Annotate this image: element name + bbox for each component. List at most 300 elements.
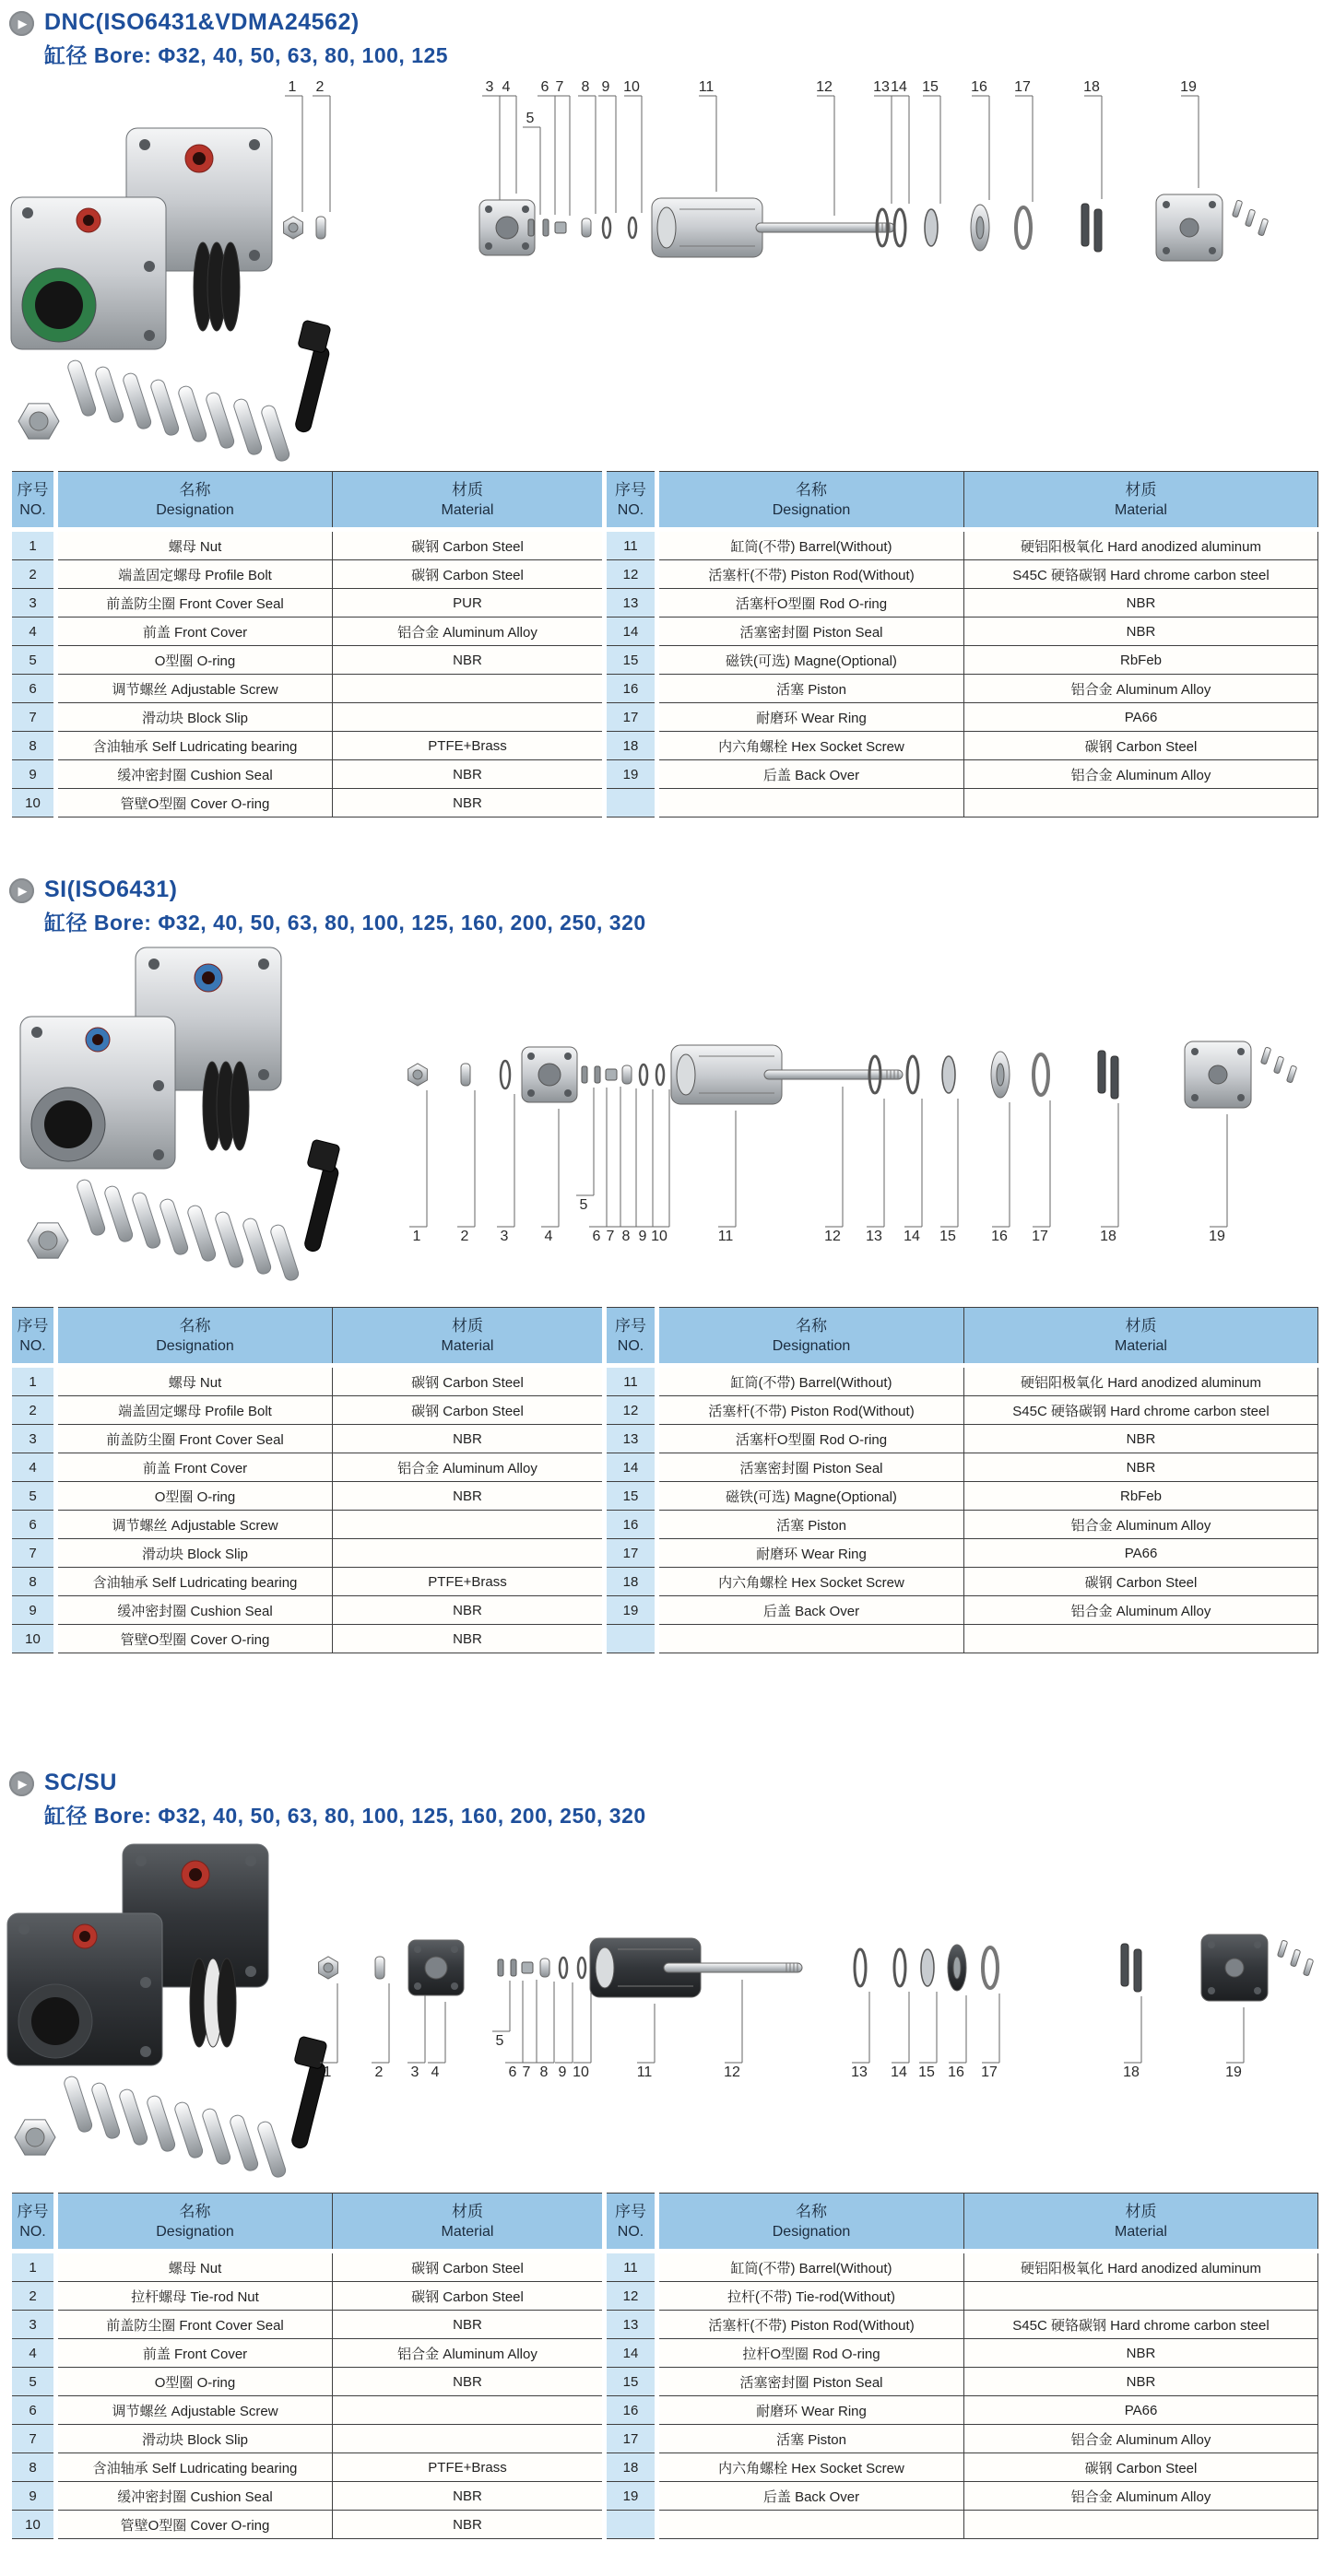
- product-section-si: [0, 867, 1323, 1653]
- cell-no: 7: [10, 703, 56, 732]
- table-row: [10, 2453, 1318, 2482]
- callout-8: [578, 79, 596, 214]
- cell-text: 活塞密封圈 Piston Seal: [657, 618, 964, 646]
- callout-6: [589, 1088, 607, 1244]
- callout-number: 10: [623, 79, 640, 95]
- cell-text: NBR: [333, 760, 605, 789]
- column-header-cn: 名称: [179, 1316, 211, 1335]
- cell-no: 9: [10, 760, 56, 789]
- part-glyph-19: [1156, 194, 1269, 261]
- cell-no: 19: [605, 1596, 657, 1625]
- column-header-no: [605, 2194, 657, 2252]
- cell-text: 铝合金 Aluminum Alloy: [964, 1511, 1318, 1539]
- part-glyph-16: [971, 205, 989, 251]
- callout-2: [313, 79, 330, 212]
- callout-4: [428, 2002, 445, 2080]
- callout-number: 7: [555, 79, 564, 95]
- cell-text: 拉杆螺母 Tie-rod Nut: [56, 2282, 333, 2311]
- table-head: [10, 1308, 1318, 1366]
- cell-text: [333, 703, 605, 732]
- cell-text: NBR: [964, 2368, 1318, 2396]
- cell-text: 前盖防尘圈 Front Cover Seal: [56, 2311, 333, 2339]
- table-row: [10, 1453, 1318, 1482]
- callout-number: 6: [540, 79, 549, 95]
- cell-text: O型圈 O-ring: [56, 1482, 333, 1511]
- column-header-cn: 材质: [1125, 1316, 1157, 1335]
- callout-2: [457, 1090, 475, 1244]
- column-header-cn: 序号: [17, 2202, 49, 2220]
- cell-text: 活塞杆O型圈 Rod O-ring: [657, 1425, 964, 1453]
- callout-number: 18: [1123, 2064, 1140, 2080]
- cell-no: 8: [10, 1568, 56, 1596]
- parts-table: [7, 2193, 1318, 2539]
- callout-10: [623, 79, 642, 213]
- callout-9: [635, 1089, 653, 1244]
- cell-text: NBR: [964, 2339, 1318, 2368]
- table-row: [10, 760, 1318, 789]
- cell-text: RbFeb: [964, 646, 1318, 675]
- cell-text: 碳钢 Carbon Steel: [333, 560, 605, 589]
- cell-text: S45C 硬铬碳钢 Hard chrome carbon steel: [964, 2311, 1318, 2339]
- table-row: [10, 1539, 1318, 1568]
- table-row: [10, 2339, 1318, 2368]
- column-header-desig: [56, 1308, 333, 1366]
- callout-number: 18: [1083, 79, 1100, 95]
- part-glyph-8: [540, 1958, 549, 1977]
- callout-14: [891, 79, 909, 204]
- column-header-en: Designation: [156, 2223, 234, 2240]
- cell-text: NBR: [333, 646, 605, 675]
- callout-15: [918, 1992, 937, 2080]
- section-title: DNC(ISO6431&VDMA24562): [44, 9, 360, 35]
- cell-text: 硬铝阳极氧化 Hard anodized aluminum: [964, 2252, 1318, 2282]
- section-title: SI(ISO6431): [44, 876, 178, 902]
- cell-text: 端盖固定螺母 Profile Bolt: [56, 1396, 333, 1425]
- table-header-row: [10, 472, 1318, 530]
- product-section-scsu: [0, 1760, 1323, 2539]
- callout-number: 16: [948, 2064, 964, 2080]
- table-row: [10, 2482, 1318, 2511]
- column-header-en: NO.: [617, 1337, 644, 1354]
- cell-text: [964, 2511, 1318, 2539]
- cell-text: 活塞密封圈 Piston Seal: [657, 2368, 964, 2396]
- callout-number: 10: [573, 2064, 589, 2080]
- part-glyph-6: [595, 1066, 600, 1083]
- cell-text: 活塞杆O型圈 Rod O-ring: [657, 589, 964, 618]
- callout-17: [1014, 79, 1033, 202]
- column-header-desig: [657, 1308, 964, 1366]
- cell-text: RbFeb: [964, 1482, 1318, 1511]
- cell-text: 前盖 Front Cover: [56, 2339, 333, 2368]
- callout-number: 1: [323, 2064, 332, 2080]
- part-glyph-5: [498, 1959, 503, 1976]
- callout-number: 8: [581, 79, 590, 95]
- cell-text: 缸筒(不带) Barrel(Without): [657, 530, 964, 560]
- callout-number: 19: [1180, 79, 1197, 95]
- column-header-desig: [657, 472, 964, 530]
- column-header-cn: 序号: [17, 1316, 49, 1335]
- cell-text: 拉杆O型圈 Rod O-ring: [657, 2339, 964, 2368]
- cell-text: 耐磨环 Wear Ring: [657, 1539, 964, 1568]
- callout-number: 14: [904, 1229, 920, 1244]
- cell-text: 铝合金 Aluminum Alloy: [333, 618, 605, 646]
- cell-text: PTFE+Brass: [333, 732, 605, 760]
- callout-number: 17: [1014, 79, 1031, 95]
- table-row: [10, 2396, 1318, 2425]
- column-header-cn: 名称: [796, 2202, 827, 2220]
- column-header-mat: [333, 2194, 605, 2252]
- cell-text: [333, 2396, 605, 2425]
- part-glyph-4: [408, 1940, 464, 1995]
- cell-text: [964, 789, 1318, 817]
- column-header-no: [10, 2194, 56, 2252]
- cell-no: 1: [10, 530, 56, 560]
- cell-text: 后盖 Back Over: [657, 760, 964, 789]
- table-row: [10, 646, 1318, 675]
- cell-text: NBR: [333, 1596, 605, 1625]
- callout-7: [603, 1087, 620, 1244]
- table-row: [10, 618, 1318, 646]
- parts-table: [7, 1307, 1318, 1653]
- play-bullet-icon: [9, 1771, 34, 1796]
- cell-text: PTFE+Brass: [333, 2453, 605, 2482]
- callout-number: 12: [724, 2064, 740, 2080]
- column-header-en: Material: [441, 1337, 494, 1354]
- callout-19: [1225, 2007, 1244, 2080]
- cell-text: 活塞 Piston: [657, 1511, 964, 1539]
- column-header-en: NO.: [617, 501, 644, 518]
- part-glyph-14: [894, 209, 905, 246]
- product-section-dnc: [0, 0, 1323, 817]
- callout-4: [541, 1109, 559, 1244]
- cell-no: 10: [10, 2511, 56, 2539]
- cell-text: 滑动块 Block Slip: [56, 703, 333, 732]
- cell-text: 调节螺丝 Adjustable Screw: [56, 675, 333, 703]
- cell-text: 螺母 Nut: [56, 2252, 333, 2282]
- cell-text: 含油轴承 Self Ludricating bearing: [56, 2453, 333, 2482]
- callout-14: [891, 1992, 909, 2080]
- cell-text: NBR: [333, 2511, 605, 2539]
- cell-text: [333, 2425, 605, 2453]
- cell-text: 碳钢 Carbon Steel: [964, 2453, 1318, 2482]
- table-row: [10, 1511, 1318, 1539]
- cell-text: 磁铁(可选) Magne(Optional): [657, 646, 964, 675]
- table-row: [10, 589, 1318, 618]
- table-row: [10, 2368, 1318, 2396]
- callout-number: 15: [939, 1229, 956, 1244]
- callout-number: 18: [1100, 1229, 1116, 1244]
- callout-8: [619, 1088, 636, 1244]
- cell-text: 活塞 Piston: [657, 2425, 964, 2453]
- callout-number: 13: [873, 79, 890, 95]
- callout-8: [537, 1982, 554, 2080]
- cell-no: 14: [605, 1453, 657, 1482]
- part-glyph-7: [522, 1962, 533, 1973]
- part-glyph-11: [652, 198, 762, 257]
- callout-1: [409, 1090, 427, 1244]
- column-header-cn: 材质: [1125, 480, 1157, 499]
- part-glyph-18: [1121, 1944, 1141, 1992]
- callout-number: 9: [558, 2064, 567, 2080]
- table-header-row: [10, 2194, 1318, 2252]
- play-bullet-icon: [9, 11, 34, 36]
- column-header-en: Material: [441, 2223, 494, 2240]
- table-row: [10, 1625, 1318, 1653]
- product-photo: [7, 1844, 327, 2179]
- cell-text: [964, 2282, 1318, 2311]
- cell-text: 碳钢 Carbon Steel: [964, 1568, 1318, 1596]
- callout-19: [1180, 79, 1199, 188]
- table-row: [10, 2425, 1318, 2453]
- callout-number: 19: [1225, 2064, 1242, 2080]
- table-body: [10, 2252, 1318, 2539]
- cell-no: 4: [10, 618, 56, 646]
- part-glyph-7: [606, 1069, 617, 1080]
- part-glyph-8: [622, 1065, 632, 1084]
- cell-text: 调节螺丝 Adjustable Screw: [56, 1511, 333, 1539]
- cell-text: NBR: [333, 2311, 605, 2339]
- cell-text: 铝合金 Aluminum Alloy: [964, 1596, 1318, 1625]
- cell-no: 18: [605, 732, 657, 760]
- cell-text: PTFE+Brass: [333, 1568, 605, 1596]
- cell-text: 调节螺丝 Adjustable Screw: [56, 2396, 333, 2425]
- cell-text: NBR: [964, 1425, 1318, 1453]
- part-glyph-9: [640, 1065, 647, 1085]
- cell-text: NBR: [333, 1625, 605, 1653]
- exploded-diagram: [0, 1829, 1323, 2193]
- cell-no: [605, 2511, 657, 2539]
- callout-number: 9: [601, 79, 610, 95]
- exploded-diagram: [0, 69, 1323, 471]
- callout-number: 6: [508, 2064, 517, 2080]
- callout-number: 8: [539, 2064, 549, 2080]
- table-body: [10, 1366, 1318, 1653]
- table-row: [10, 789, 1318, 817]
- column-header-en: Designation: [772, 1337, 851, 1354]
- callout-2: [372, 1983, 389, 2080]
- cell-text: 内六角螺栓 Hex Socket Screw: [657, 732, 964, 760]
- table-row: [10, 1366, 1318, 1396]
- cell-text: PA66: [964, 2396, 1318, 2425]
- callout-14: [904, 1099, 922, 1244]
- callout-number: 2: [460, 1229, 469, 1244]
- callout-17: [1032, 1100, 1050, 1244]
- callout-13: [866, 1099, 884, 1244]
- cell-text: 碳钢 Carbon Steel: [333, 2282, 605, 2311]
- callout-number: 1: [412, 1229, 421, 1244]
- cell-no: 10: [10, 789, 56, 817]
- table-row: [10, 2252, 1318, 2282]
- cell-text: 活塞杆(不带) Piston Rod(Without): [657, 560, 964, 589]
- cell-text: 缓冲密封圈 Cushion Seal: [56, 1596, 333, 1625]
- cell-text: PA66: [964, 703, 1318, 732]
- callout-5: [492, 1981, 510, 2049]
- cell-no: 9: [10, 2482, 56, 2511]
- callout-15: [939, 1099, 958, 1244]
- cell-text: S45C 硬铬碳钢 Hard chrome carbon steel: [964, 560, 1318, 589]
- product-photo: [20, 947, 340, 1282]
- callout-5: [523, 111, 540, 215]
- cell-text: 管壁O型圈 Cover O-ring: [56, 1625, 333, 1653]
- cell-no: 17: [605, 703, 657, 732]
- callout-number: 11: [698, 79, 715, 95]
- table-row: [10, 2282, 1318, 2311]
- column-header-mat: [333, 472, 605, 530]
- cell-no: 11: [605, 530, 657, 560]
- cell-text: 活塞杆(不带) Piston Rod(Without): [657, 1396, 964, 1425]
- cell-text: 碳钢 Carbon Steel: [333, 1396, 605, 1425]
- cell-text: 滑动块 Block Slip: [56, 2425, 333, 2453]
- cell-text: NBR: [333, 1425, 605, 1453]
- column-header-en: Designation: [156, 1337, 234, 1354]
- callout-number: 13: [866, 1229, 882, 1244]
- cell-no: [605, 1625, 657, 1653]
- callout-18: [1100, 1103, 1118, 1244]
- callout-9: [555, 1982, 573, 2080]
- cell-text: 前盖 Front Cover: [56, 618, 333, 646]
- callout-3: [497, 1094, 514, 1244]
- callout-number: 17: [981, 2064, 998, 2080]
- cell-text: [657, 2511, 964, 2539]
- table-row: [10, 560, 1318, 589]
- column-header-cn: 名称: [796, 1316, 827, 1335]
- cell-text: 滑动块 Block Slip: [56, 1539, 333, 1568]
- part-glyph-1: [284, 217, 303, 239]
- cell-text: 缸筒(不带) Barrel(Without): [657, 2252, 964, 2282]
- part-glyph-19: [1201, 1935, 1314, 2001]
- callout-11: [699, 79, 716, 192]
- column-header-cn: 材质: [452, 1316, 483, 1335]
- part-glyph-15: [921, 1949, 934, 1986]
- cell-text: 后盖 Back Over: [657, 2482, 964, 2511]
- column-header-mat: [964, 472, 1318, 530]
- cell-no: 7: [10, 1539, 56, 1568]
- cell-text: NBR: [964, 618, 1318, 646]
- play-bullet-icon: [9, 878, 34, 903]
- cell-text: 缓冲密封圈 Cushion Seal: [56, 760, 333, 789]
- cell-text: 内六角螺栓 Hex Socket Screw: [657, 1568, 964, 1596]
- callout-number: 17: [1032, 1229, 1048, 1244]
- callout-number: 14: [891, 79, 907, 95]
- column-header-mat: [964, 2194, 1318, 2252]
- cell-text: 螺母 Nut: [56, 1366, 333, 1396]
- callout-10: [651, 1089, 669, 1244]
- part-glyph-9: [560, 1958, 567, 1978]
- callout-number: 14: [891, 2064, 907, 2080]
- cell-text: 铝合金 Aluminum Alloy: [964, 2482, 1318, 2511]
- column-header-en: Designation: [156, 501, 234, 518]
- callout-12: [724, 1980, 742, 2080]
- column-header-en: NO.: [617, 2223, 644, 2240]
- column-header-cn: 材质: [1125, 2202, 1157, 2220]
- table-row: [10, 675, 1318, 703]
- cell-text: O型圈 O-ring: [56, 646, 333, 675]
- column-header-no: [10, 472, 56, 530]
- cell-text: 硬铝阳极氧化 Hard anodized aluminum: [964, 530, 1318, 560]
- cell-no: 16: [605, 2396, 657, 2425]
- cell-no: 17: [605, 1539, 657, 1568]
- callout-number: 12: [824, 1229, 841, 1244]
- callout-15: [922, 79, 940, 204]
- part-glyph-15: [925, 209, 938, 246]
- column-header-en: NO.: [19, 501, 46, 518]
- callout-18: [1123, 1996, 1141, 2080]
- part-glyph-4: [479, 200, 535, 255]
- cell-no: 15: [605, 646, 657, 675]
- column-header-en: NO.: [19, 1337, 46, 1354]
- callout-19: [1209, 1114, 1227, 1244]
- cell-no: 18: [605, 2453, 657, 2482]
- callout-16: [971, 79, 989, 200]
- cell-text: 磁铁(可选) Magne(Optional): [657, 1482, 964, 1511]
- section-titles: [44, 1770, 646, 1829]
- callout-number: 16: [971, 79, 987, 95]
- table-row: [10, 530, 1318, 560]
- cell-no: 14: [605, 2339, 657, 2368]
- cell-no: 13: [605, 1425, 657, 1453]
- section-bore-line: 缸径 Bore: Φ32, 40, 50, 63, 80, 100, 125, 160, 200, 250, 320: [44, 911, 646, 935]
- callout-number: 15: [922, 79, 939, 95]
- callout-number: 4: [502, 79, 511, 95]
- callout-13: [873, 79, 892, 204]
- cell-text: 拉杆(不带) Tie-rod(Without): [657, 2282, 964, 2311]
- cell-text: 含油轴承 Self Ludricating bearing: [56, 1568, 333, 1596]
- cell-no: 10: [10, 1625, 56, 1653]
- table-row: [10, 2511, 1318, 2539]
- column-header-no: [605, 472, 657, 530]
- cell-no: 5: [10, 646, 56, 675]
- callout-number: 16: [991, 1229, 1008, 1244]
- cell-text: 缸筒(不带) Barrel(Without): [657, 1366, 964, 1396]
- cell-no: 13: [605, 589, 657, 618]
- cell-no: 6: [10, 1511, 56, 1539]
- column-header-en: NO.: [19, 2223, 46, 2240]
- part-glyph-15: [942, 1056, 955, 1093]
- callout-number: 3: [485, 79, 494, 95]
- column-header-desig: [56, 2194, 333, 2252]
- table-header-row: [10, 1308, 1318, 1366]
- cell-text: 铝合金 Aluminum Alloy: [964, 675, 1318, 703]
- column-header-mat: [964, 1308, 1318, 1366]
- cell-text: NBR: [333, 789, 605, 817]
- callout-number: 4: [431, 2064, 440, 2080]
- column-header-en: Designation: [772, 501, 851, 518]
- cell-no: [605, 789, 657, 817]
- cell-text: 碳钢 Carbon Steel: [333, 2252, 605, 2282]
- callout-number: 10: [651, 1229, 667, 1244]
- cell-no: 6: [10, 2396, 56, 2425]
- table-row: [10, 732, 1318, 760]
- cell-no: 4: [10, 2339, 56, 2368]
- part-glyph-13: [855, 1949, 866, 1986]
- callout-number: 11: [636, 2064, 653, 2080]
- cell-no: 1: [10, 1366, 56, 1396]
- cell-text: 碳钢 Carbon Steel: [333, 530, 605, 560]
- part-glyph-9: [603, 218, 610, 238]
- cell-no: 16: [605, 675, 657, 703]
- part-glyph-18: [1081, 204, 1102, 252]
- cell-text: 后盖 Back Over: [657, 1596, 964, 1625]
- callout-number: 13: [851, 2064, 868, 2080]
- cell-no: 2: [10, 2282, 56, 2311]
- cell-text: [657, 1625, 964, 1653]
- section-header: [0, 1760, 1323, 1829]
- cell-text: NBR: [333, 2482, 605, 2511]
- cell-text: [657, 789, 964, 817]
- callout-1: [285, 79, 302, 212]
- cell-text: 碳钢 Carbon Steel: [333, 1366, 605, 1396]
- cell-text: 活塞密封圈 Piston Seal: [657, 1453, 964, 1482]
